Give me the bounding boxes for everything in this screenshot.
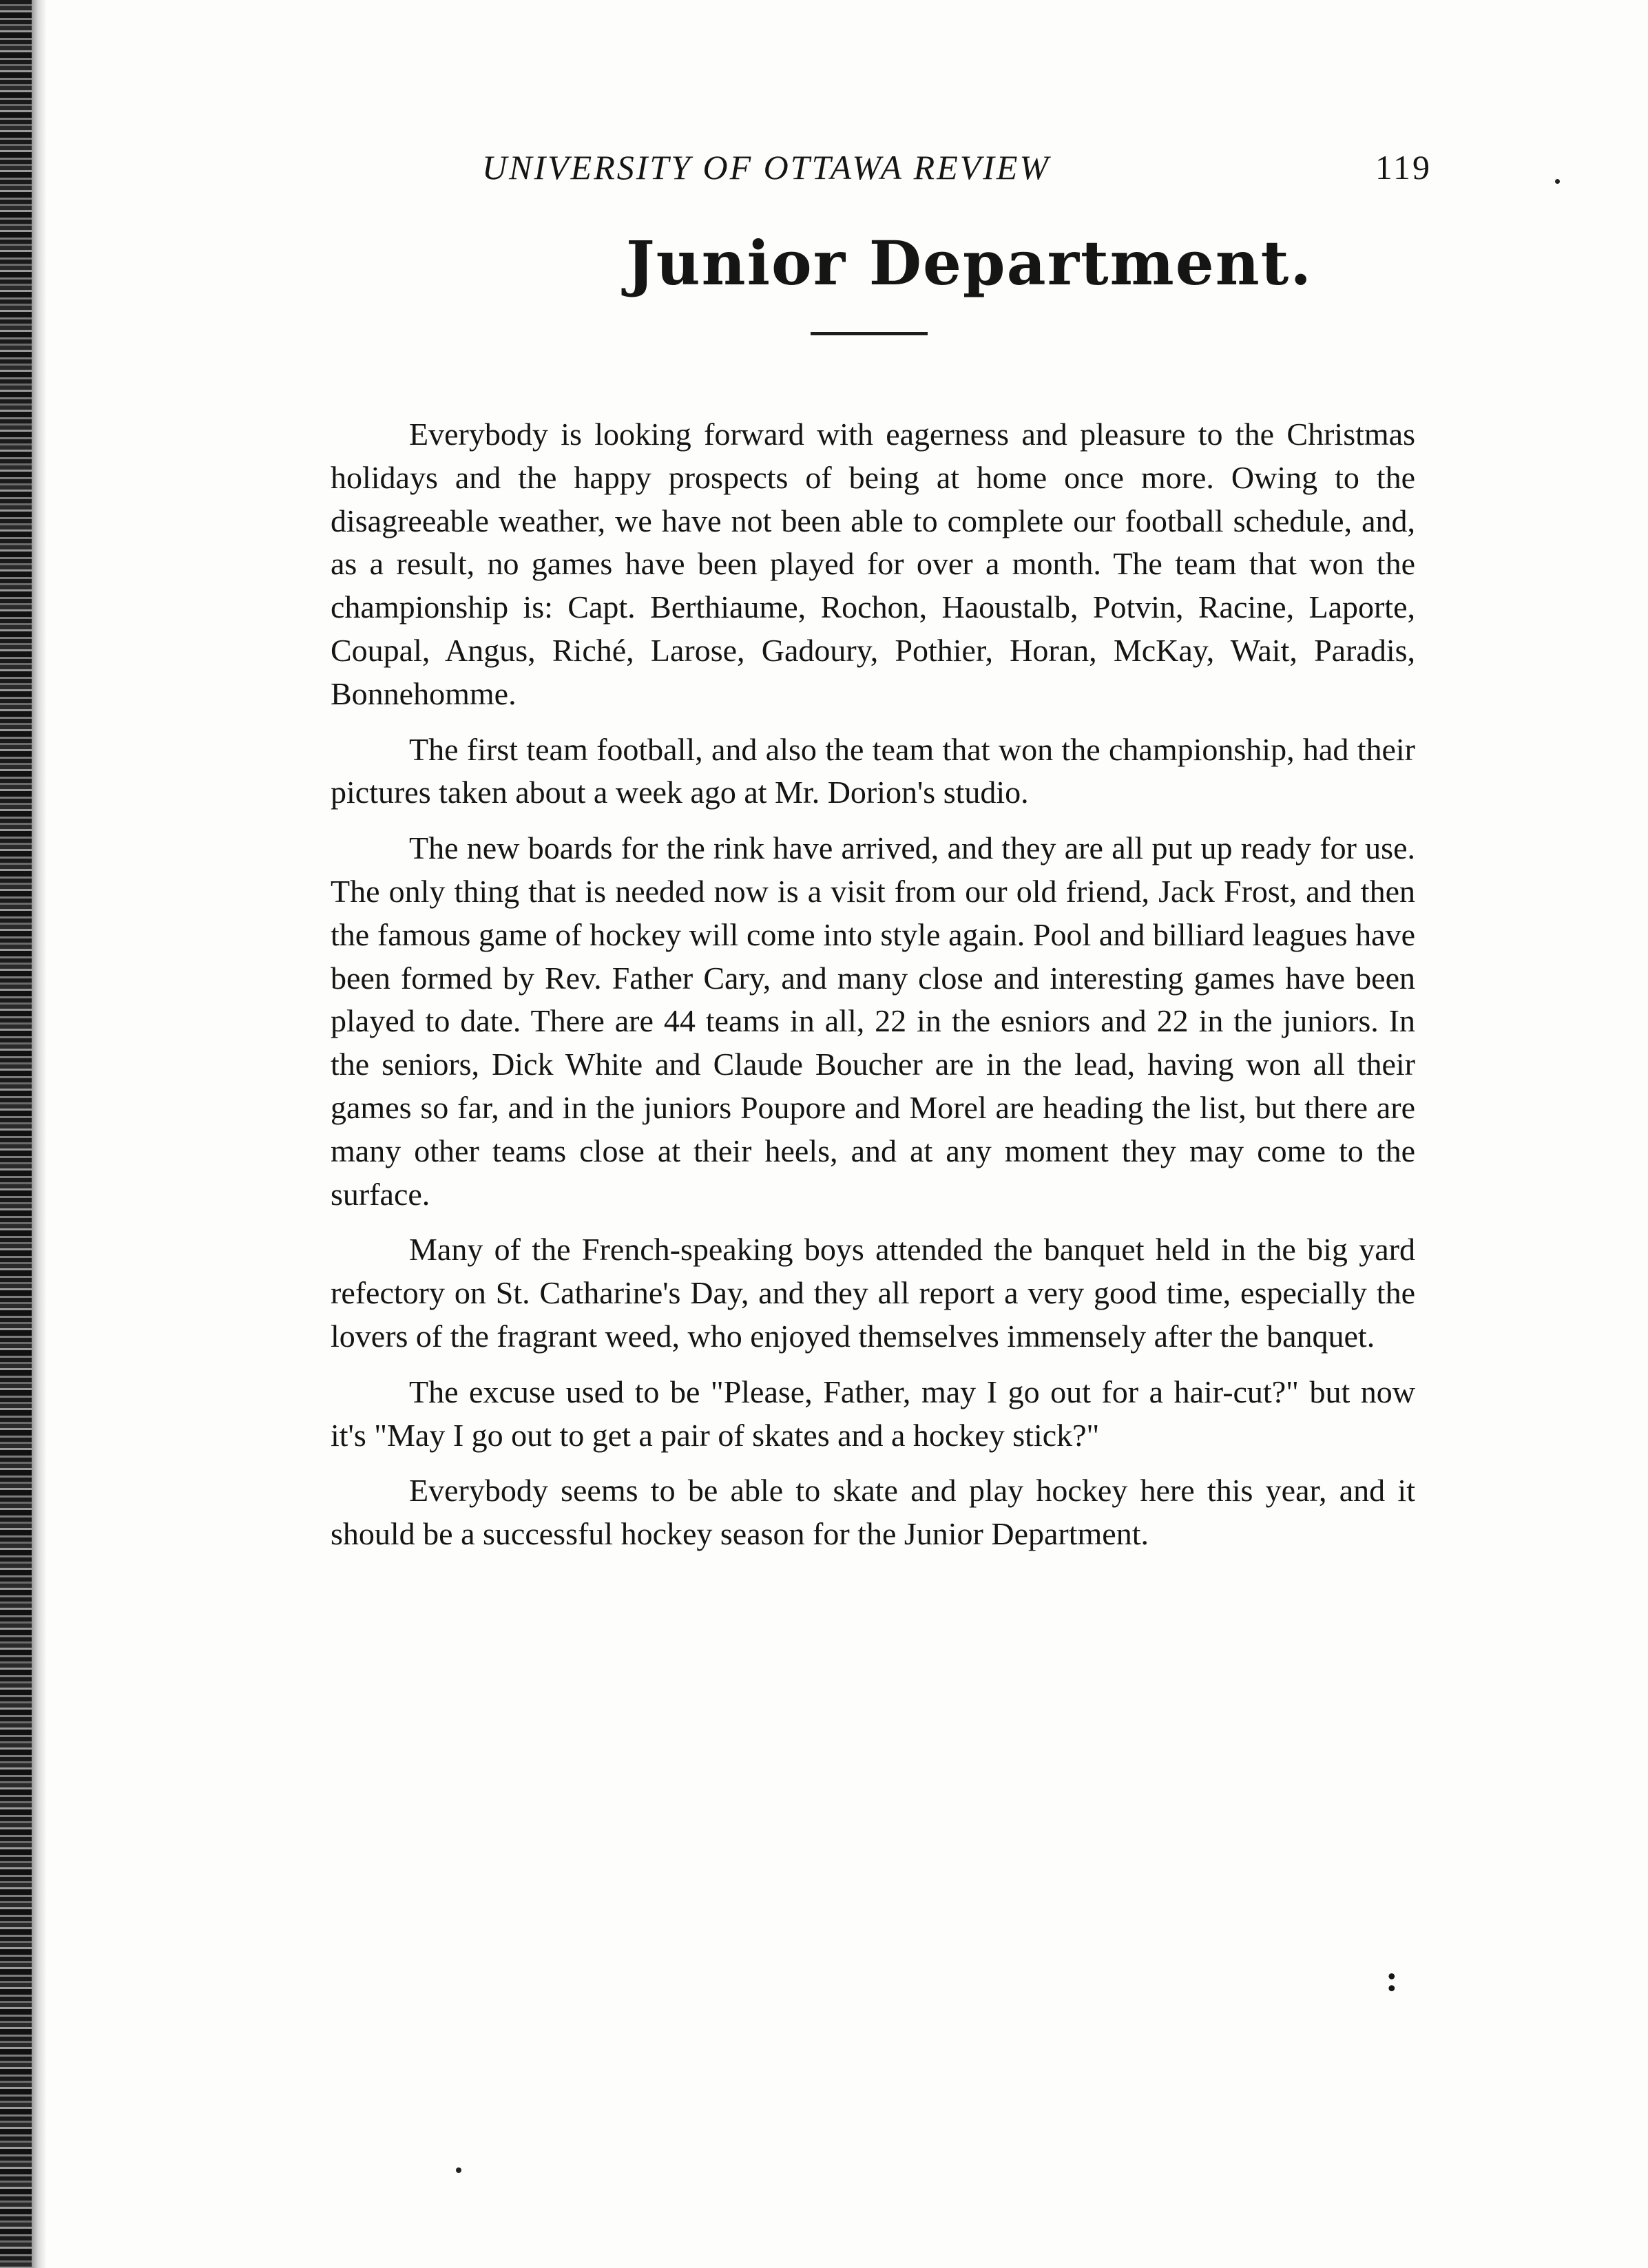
- paragraph-banquet: Many of the French-speaking boys attended the banquet held in the big yard refectory on St. Catharine's Day, and they all report a very good time, especially the lovers of the fragrant weed, who enjoyed themselves immensely after the banquet.: [331, 1232, 1415, 1354]
- ink-speck: [1555, 179, 1560, 184]
- paragraph-hockey-season: Everybody seems to be able to skate and play hockey here this year, and it should be a successful hockey season for the Junior Department.: [331, 1473, 1415, 1552]
- margin-colon-mark: :: [1386, 1957, 1398, 1999]
- title-rule: [811, 332, 928, 335]
- paragraph-team-pictures: The first team football, and also the team that won the championship, had their pictures taken about a week ago at Mr. Dorion's studio.: [331, 731, 1415, 810]
- binding-edge: [0, 0, 32, 2268]
- section-title: Junior Department.: [626, 227, 1313, 299]
- running-head: [441, 138, 1498, 193]
- paragraph-football-championship: Everybody is looking forward with eagerness and pleasure to the Christmas holidays and the happy prospects of being at home once more. Owing to the disagreeable weather, we have not been able to complete our football schedule, and, as a result, no games have been played for over a month. The team that won the championship is: Capt. Berthiaume, Rochon, Haoustalb, Potvin, Racine, Laporte, Coupal, Angus, Riché, Larose, Gadoury, Pothier, Horan, McKay, Wait, Paradis, Bonnehomme.: [331, 417, 1415, 711]
- article-body: [331, 413, 1415, 1568]
- paragraph-rink-and-leagues: The new boards for the rink have arrived, and they are all put up ready for use. The only thing that is needed now is a visit from our old friend, Jack Frost, and then the famous game of hockey will come into style again. Pool and billiard leagues have been formed by Rev. Father Cary, and many close and interesting games have been played to date. There are 44 teams in all, 22 in the esniors and 22 in the juniors. In the seniors, Dick White and Claude Boucher are in the lead, having won all their games so far, and in the juniors Poupore and Morel are heading the list, but there are many other teams close at their heels, and at any moment they may come to the surface.: [331, 830, 1415, 1212]
- binding-shadow: [32, 0, 47, 2268]
- running-head-title: UNIVERSITY OF OTTAWA REVIEW: [482, 148, 1051, 187]
- ink-speck: [456, 2167, 461, 2173]
- page-number: 119: [1375, 148, 1432, 187]
- paragraph-excuse: The excuse used to be "Please, Father, may I go out for a hair-cut?" but now it's "May I go out to get a pair of skates and a hockey stick?": [331, 1374, 1415, 1453]
